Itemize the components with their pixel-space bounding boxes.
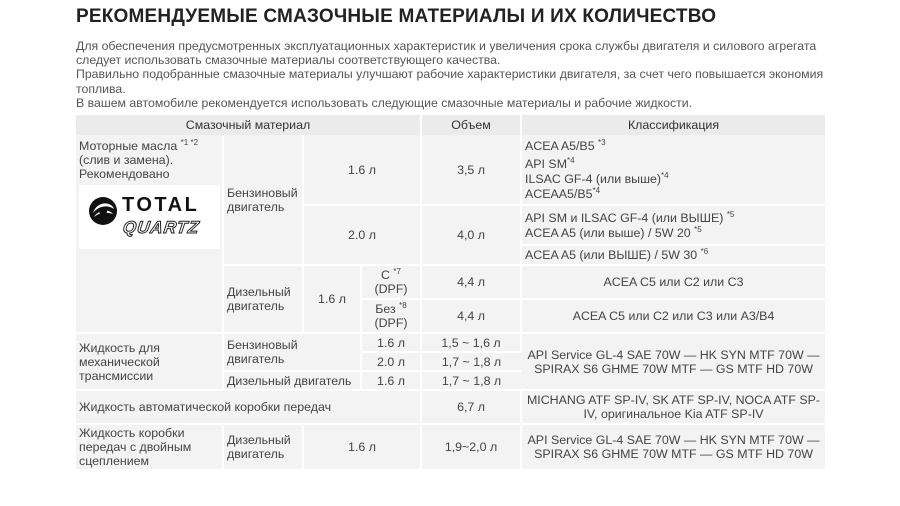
volume-cell: 4,4 л [421,265,521,299]
classification-cell: API Service GL-4 SAE 70W — HK SYN MTF 70W — SPIRAX S6 GHME 70W MTF — GS MTF HD 70W [521,333,825,390]
volume-cell: 1,7 ~ 1,8 л [421,352,521,371]
classification-cell: API Service GL-4 SAE 70W — HK SYN MTF 70W — SPIRAX S6 GHME 70W MTF — GS MTF HD 70W [521,424,825,470]
class-line [525,139,822,153]
classification-cell [521,205,825,245]
dpf-label [365,268,417,282]
page-title: РЕКОМЕНДУЕМЫЕ СМАЗОЧНЫЕ МАТЕРИАЛЫ И ИХ КОЛИЧЕСТВО [76,6,717,27]
dpf-text: Без [375,302,400,316]
class-text: API SM и ILSAC GF-4 (или ВЫШЕ) [525,210,727,225]
capacity-cell: 1.6 л [361,371,421,390]
table-row [76,390,825,424]
class-text: ACEAA5/B5 [525,186,593,201]
dct-label: Жидкость коробки передач с двойным сцеплением [76,424,223,470]
diesel-engine-label: Дизельный двигатель [223,424,303,470]
table-row [76,333,825,352]
engine-oil-label-cell [76,135,223,333]
intro-paragraph: В вашем автомобиле рекомендуется использовать следующие смазочные материалы и рабочие жидкости. [76,95,693,110]
engine-oil-label [79,139,219,153]
class-text: API SM [525,156,568,171]
footnote-ref: *5 [694,224,702,234]
dpf-label [365,302,417,316]
footnote-ref: *1 *2 [180,138,199,147]
table-row [76,424,825,470]
class-text: ILSAC GF-4 (или выше) [525,171,662,186]
volume-cell: 4,0 л [421,205,521,265]
table-row [76,135,825,205]
volume-cell: 6,7 л [421,390,521,424]
classification-cell: MICHANG ATF SP-IV, SK ATF SP-IV, NOCA ATF SP-IV, оригинальное Kia ATF SP-IV [521,390,825,424]
footnote-ref: *4 [592,185,601,195]
capacity-cell: 1.6 л [361,333,421,352]
intro-paragraph: Для обеспечения предусмотренных эксплуатационных характеристик и увеличения срока службы двигателя и силового агрегата следует использовать смазочные материалы соответствующего качества. [76,39,817,68]
automatic-trans-label: Жидкость автоматической коробки передач [76,390,421,424]
table-header-row [76,115,825,135]
footnote-ref: *7 [393,267,401,276]
classification-cell [521,135,825,205]
engine-oil-line1: Моторные масла [79,139,178,153]
volume-cell: 1,7 ~ 1,8 л [421,371,521,390]
total-swirl-icon [87,195,119,227]
lubricants-table [76,115,825,471]
class-text: ACEA A5 (или ВЫШЕ) / 5W 30 [525,248,701,262]
dpf-text: (DPF) [374,316,408,330]
class-line [525,187,822,201]
diesel-engine-label: Дизельный двигатель [223,265,303,333]
petrol-engine-label: Бензиновый двигатель [223,333,361,371]
footnote-ref: *5 [726,209,735,219]
intro-text [76,39,828,110]
header-lubricant: Смазочный материал [76,115,421,135]
class-line [525,226,822,240]
capacity-cell: 1.6 л [303,424,421,470]
capacity-cell: 2.0 л [361,352,421,371]
class-text: ACEA A5/B5 [525,138,599,153]
footnote-ref: *6 [700,247,709,256]
footnote-ref: *4 [567,155,575,165]
capacity-cell: 1.6 л [303,135,421,205]
dpf-text: (DPF) [374,282,408,296]
header-classification: Классификация [521,115,825,135]
volume-cell: 4,4 л [421,299,521,333]
capacity-cell: 1.6 л [303,265,361,333]
footnote-ref: *4 [661,170,669,180]
logo-total-text: TOTAL [122,194,200,216]
dpf-with-cell [361,265,421,299]
volume-cell: 1,5 ~ 1,6 л [421,333,521,352]
petrol-engine-label: Бензиновый двигатель [223,135,303,265]
class-line [525,157,822,171]
footnote-ref: *3 [598,137,606,147]
engine-oil-line2: (слив и замена). [79,153,174,167]
manual-trans-label: Жидкость для механической трансмиссии [76,333,223,390]
engine-oil-line3: Рекомендовано [79,167,170,181]
class-line [525,211,822,225]
volume-cell: 3,5 л [421,135,521,205]
header-volume: Объем [421,115,521,135]
logo-quartz-text: QUARTZ [121,218,201,237]
total-quartz-logo [79,185,220,249]
class-text: ACEA A5 (или выше) / 5W 20 [525,225,695,240]
diesel-engine-label: Дизельный двигатель [223,371,361,390]
class-line [525,172,822,186]
intro-paragraph: Правильно подобранные смазочные материалы улучшают рабочие характеристики двигателя, за счет чего повышается экономия топлива. [76,67,824,96]
capacity-cell: 2.0 л [303,205,421,265]
classification-cell [521,245,825,265]
volume-cell: 1,9~2,0 л [421,424,521,470]
footnote-ref: *8 [399,301,407,310]
dpf-without-cell [361,299,421,333]
classification-cell: ACEA C5 или C2 или C3 или A3/B4 [521,299,825,333]
dpf-text: С [381,268,394,282]
classification-cell: ACEA C5 или C2 или C3 [521,265,825,299]
